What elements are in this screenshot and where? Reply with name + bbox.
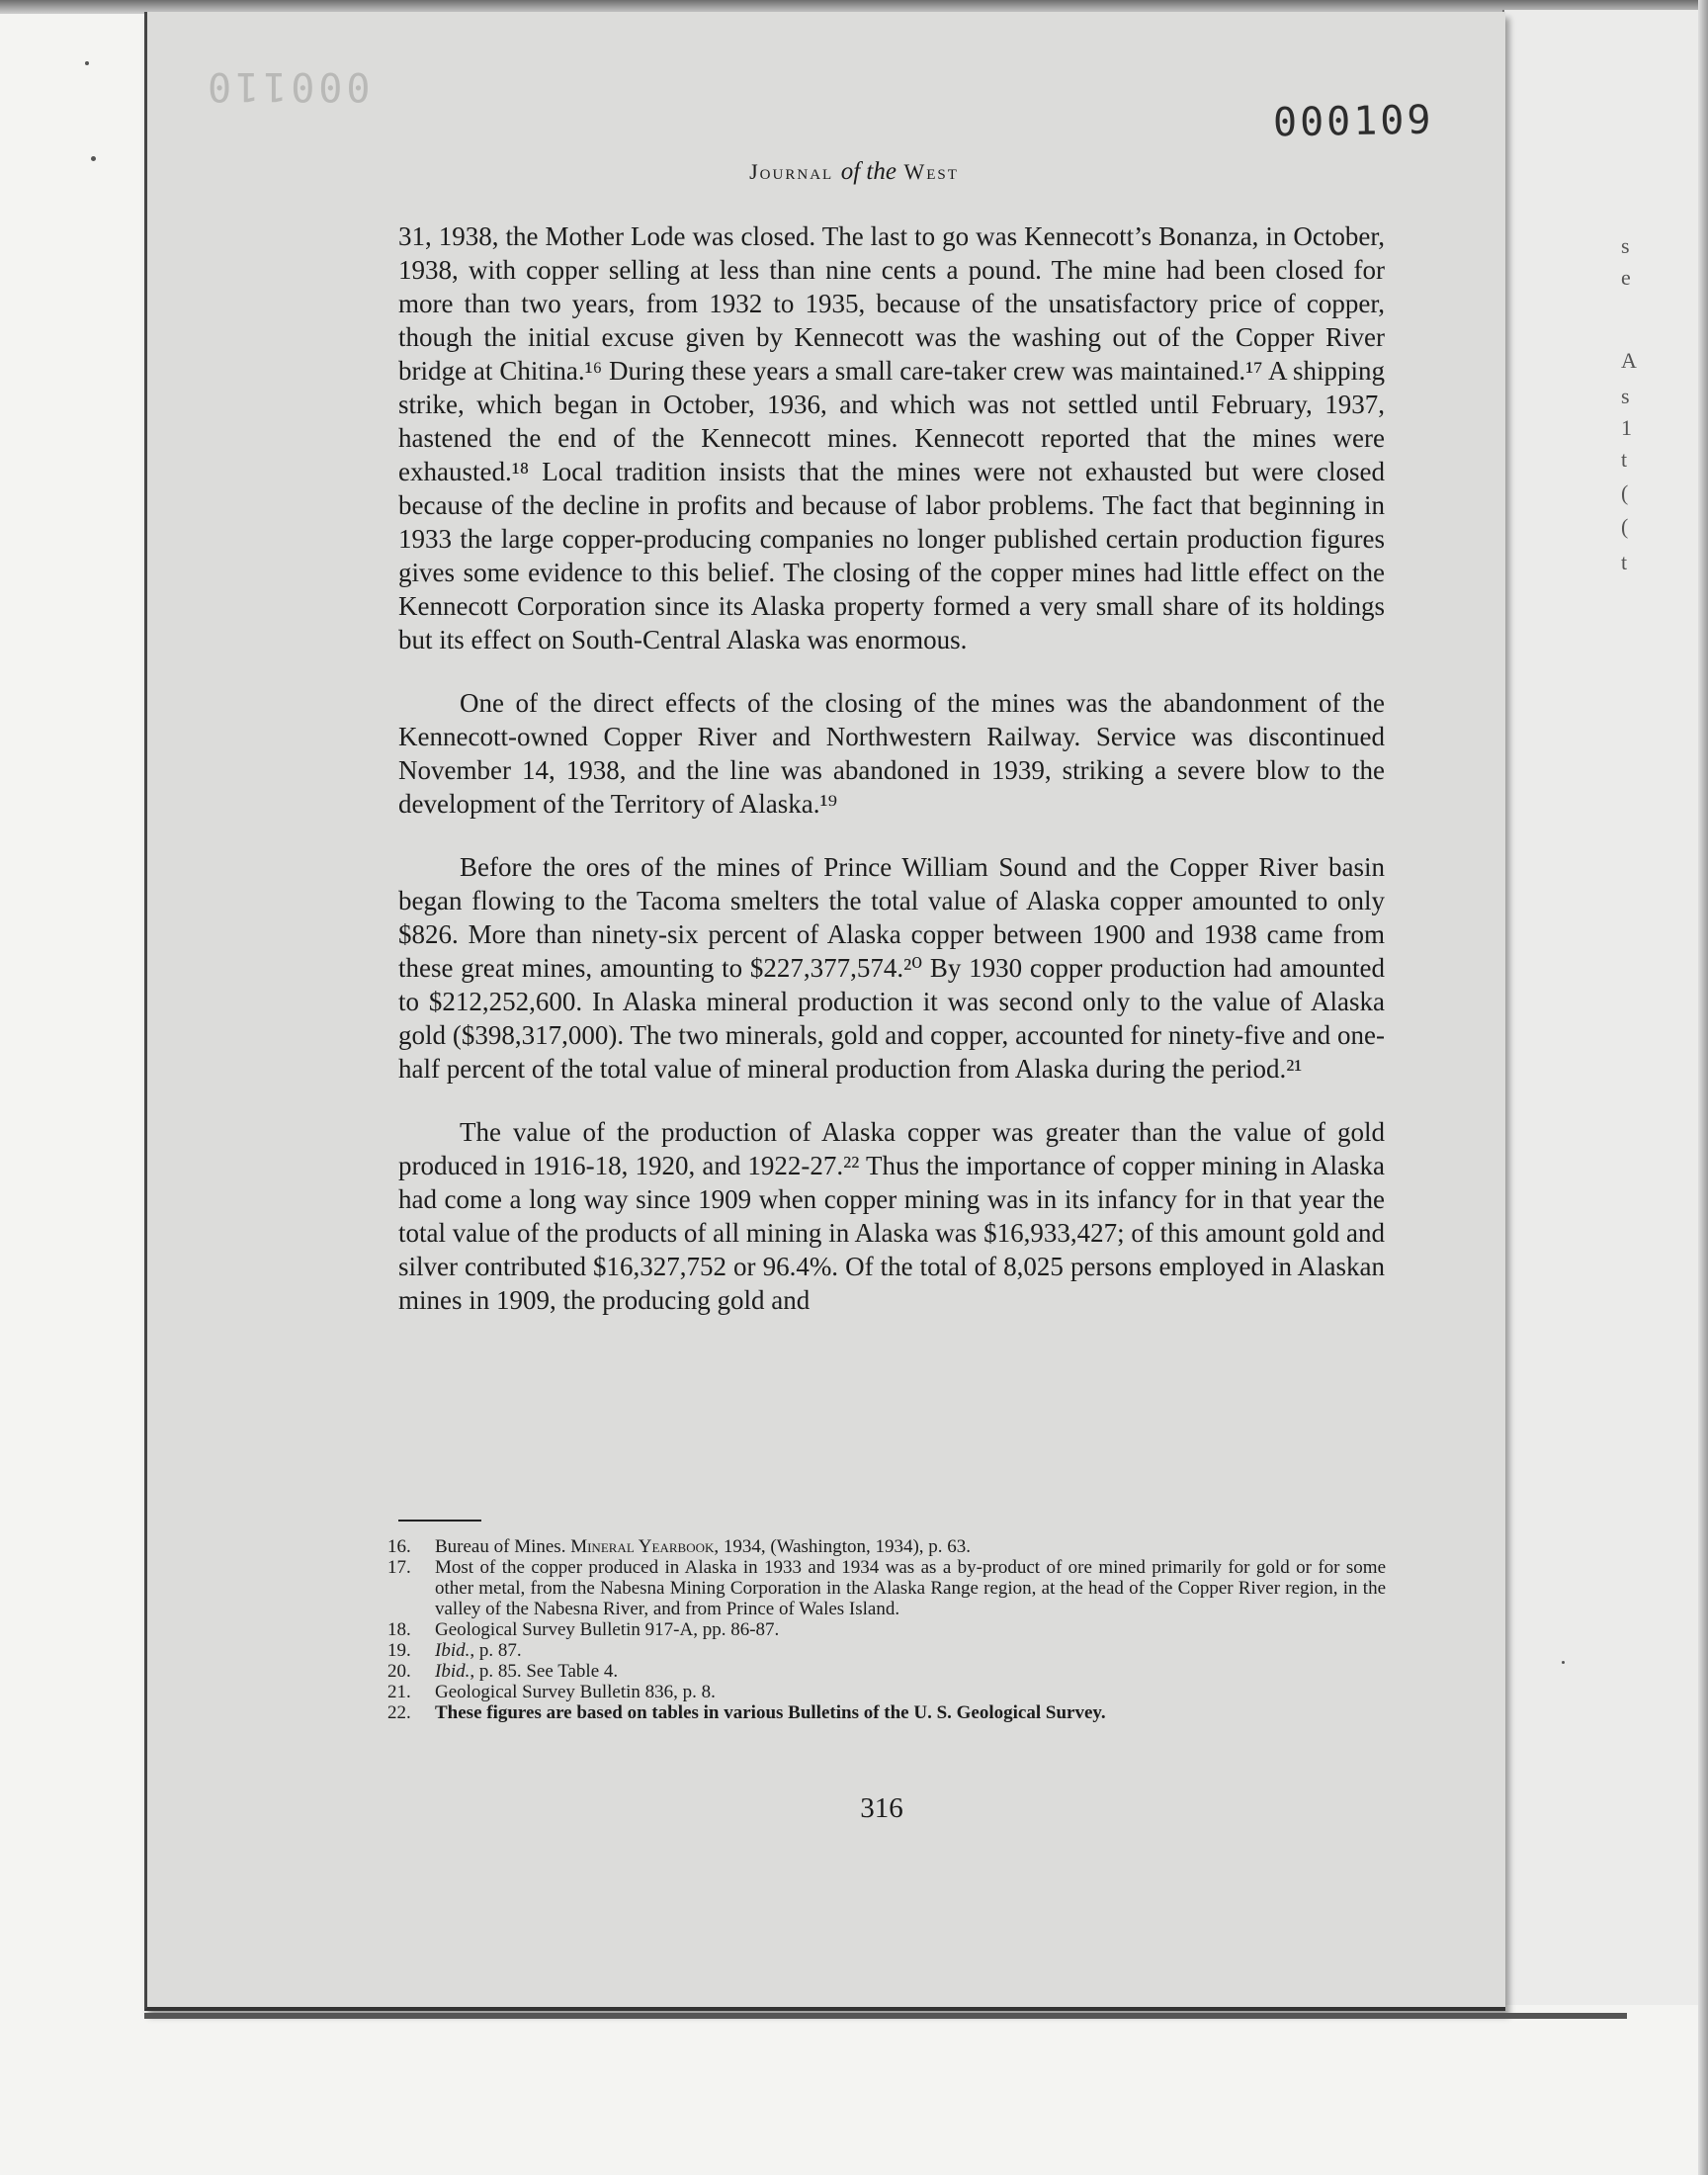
footnote-text — [435, 1536, 1386, 1557]
margin-fragment: s — [1621, 384, 1630, 408]
page-number: 316 — [860, 1792, 903, 1824]
running-head-journal: Journal — [749, 159, 834, 184]
margin-fragment: e — [1621, 265, 1631, 290]
stamp-number: 000109 — [1272, 97, 1434, 146]
paragraph: Before the ores of the mines of Prince William Sound and the Copper River basin began flowing to the Tacoma smelters the total value of Alaska copper amounted to only $826. More than ninety-six percent of Alaska copper between 1900 and 1938 came from these great mines, amounting to $227,377,574.²⁰ By 1930 copper production had amounted to $212,252,600. In Alaska mineral production it was second only to the value of Alaska gold ($398,317,000). The two minerals, gold and copper, accounted for ninety-five and one-half percent of the total value of mineral production from Alaska during the period.²¹ — [398, 852, 1385, 1084]
footnote-text: Geological Survey Bulletin 836, p. 8. — [435, 1682, 716, 1702]
margin-fragment: A — [1621, 348, 1637, 373]
footnote-number: 19. — [387, 1640, 411, 1661]
footnote — [387, 1661, 1386, 1682]
scan-right-edge — [1698, 0, 1708, 2175]
footnote-text-part: Bureau of Mines. — [435, 1536, 571, 1557]
underlying-page — [1502, 10, 1708, 2005]
paragraph: One of the direct effects of the closing of the mines was the abandonment of the Kennecott-owned Copper River and Northwestern Railway. Service was discontinued November 14, 1938, and the line was abandoned in 1939, striking a severe blow to the development of the Territory of Alaska.¹⁹ — [398, 688, 1385, 819]
footnote-text: Most of the copper produced in Alaska in 1933 and 1934 was as a by-product of ore mined primarily for gold or for some other metal, from the Nabesna Mining Corporation in the Alaska Range region, at the head of the Copper River region, in the valley of the Nabesna River, and from Prince of Wales Island. — [435, 1557, 1386, 1619]
footnote-number: 18. — [387, 1619, 411, 1640]
margin-fragment: t — [1621, 447, 1628, 472]
footnote-number: 17. — [387, 1557, 411, 1578]
footnote — [387, 1702, 1386, 1723]
footnote-text-part: , 1934, (Washington, 1934), p. 63. — [714, 1536, 972, 1557]
scan-speck — [1562, 1661, 1565, 1664]
running-head-of-the: of the — [840, 158, 897, 185]
footnotes — [387, 1536, 1386, 1723]
footnote — [387, 1619, 1386, 1640]
ghost-stamp-number: 000110 — [204, 63, 371, 109]
footnote-number: 20. — [387, 1661, 411, 1682]
margin-fragment: 1 — [1621, 415, 1632, 440]
footnote-text — [435, 1661, 1386, 1682]
footnote-number: 21. — [387, 1682, 411, 1702]
margin-fragment: t — [1621, 550, 1628, 574]
body-text — [398, 219, 1385, 1347]
footnote-text: These figures are based on tables in various Bulletins of the U. S. Geological Survey. — [435, 1702, 1106, 1723]
margin-fragment: s — [1621, 233, 1630, 258]
scan-speck — [91, 156, 96, 161]
footnote — [387, 1536, 1386, 1557]
footnote-title: Mineral Yearbook — [570, 1536, 715, 1557]
margin-fragment: ( — [1621, 480, 1629, 505]
footnote-text: Geological Survey Bulletin 917-A, pp. 86-87. — [435, 1619, 780, 1640]
page-bottom-edge — [144, 2013, 1627, 2019]
running-head-west: West — [903, 159, 959, 184]
scan-speck — [85, 61, 89, 65]
footnote-number: 22. — [387, 1702, 411, 1723]
paragraph: The value of the production of Alaska copper was greater than the value of gold produced in 1916-18, 1920, and 1922-27.²² Thus the importance of copper mining in Alaska had come a long way since 1909 when copper mining was in its infancy for in that year the total value of the products of all mining in Alaska was $16,933,427; of this amount gold and silver contributed $16,327,752 or 96.4%. Of the total of 8,025 persons employed in Alaskan mines in 1909, the producing gold and — [398, 1117, 1385, 1315]
paragraph: 31, 1938, the Mother Lode was closed. The last to go was Kennecott’s Bonanza, in October, 1938, with copper selling at less than nine cents a pound. The mine had been closed for more than two years, from 1932 to 1935, because of the unsatisfactory price of copper, though the initial excuse given by Kennecott was the washing out of the Copper River bridge at Chitina.¹⁶ During these years a small care-taker crew was maintained.¹⁷ A shipping strike, which began in October, 1936, and which was not settled until February, 1937, hastened the end of the Kennecott mines. Kennecott reported that the mines were exhausted.¹⁸ Local tradition insists that the mines were not exhausted but were closed because of the decline in profits and because of labor problems. The fact that beginning in 1933 the large copper-producing companies no longer published certain production figures gives some evidence to this belief. The closing of the copper mines had little effect on the Kennecott Corporation since its Alaska property formed a very small share of its holdings but its effect on South-Central Alaska was enormous. — [398, 221, 1385, 654]
footnote-text — [435, 1640, 1386, 1661]
footnote-text-part: , p. 87. — [470, 1640, 522, 1661]
running-head — [0, 158, 1708, 186]
footnote — [387, 1682, 1386, 1702]
footnote-rule — [398, 1520, 481, 1522]
footnote-ibid: Ibid. — [435, 1640, 470, 1661]
footnote-ibid: Ibid. — [435, 1661, 470, 1682]
margin-fragment: ( — [1621, 514, 1629, 539]
footnote-number: 16. — [387, 1536, 411, 1557]
footnote-text-part: , p. 85. See Table 4. — [470, 1661, 619, 1682]
footnote — [387, 1640, 1386, 1661]
footnote — [387, 1557, 1386, 1619]
